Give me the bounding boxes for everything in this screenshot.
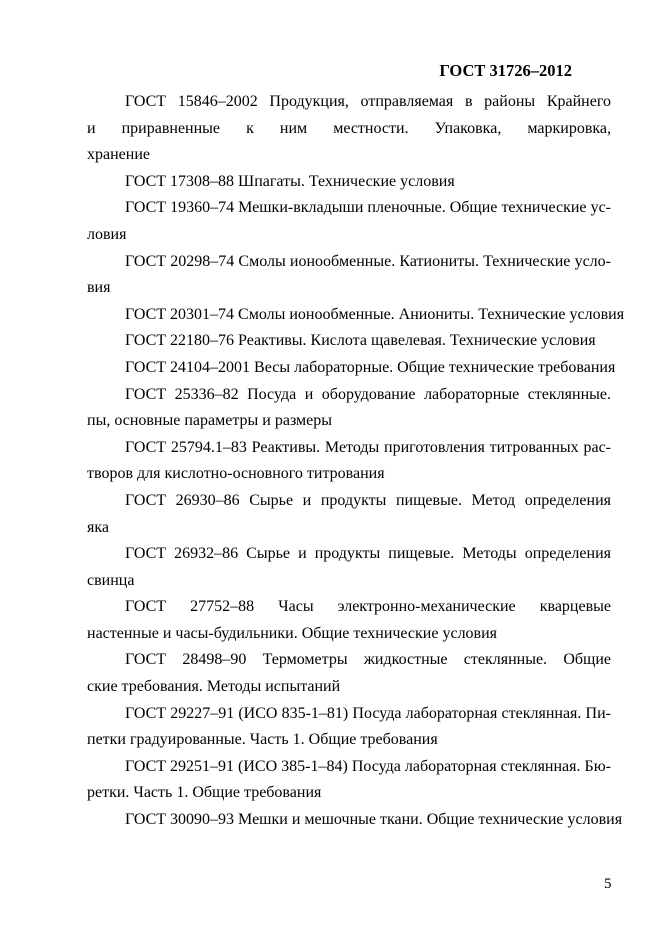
reference-entry [87,302,625,329]
page-number: 5 [604,876,612,892]
reference-entry [87,169,611,196]
reference-line: настенные и часы-будильники. Общие технические условия [87,624,498,642]
reference-entry [87,195,611,248]
reference-entry [87,249,611,302]
reference-line: вия [87,279,111,297]
reference-line: и приравненные к ним местности. Упаковка, маркировка, [87,119,611,137]
reference-entry [87,355,616,382]
reference-entry [87,541,611,594]
reference-line: петки градуированные. Часть 1. Общие требования [87,731,438,749]
reference-entry [87,382,611,435]
reference-line: ГОСТ 17308–88 Шпагаты. Технические условия [125,172,455,190]
reference-line: ГОСТ 28498–90 Термометры жидкостные стеклянные. Общие [125,651,611,669]
reference-line: ловия [87,225,127,243]
reference-line: ГОСТ 19360–74 Мешки-вкладыши пленочные. Общие технические ус- [125,199,611,217]
reference-line: пы, основные параметры и размеры [87,412,333,430]
reference-entry [87,328,611,355]
reference-line: ГОСТ 29251–91 (ИСО 385-1–84) Посуда лабораторная стеклянная. Бю- [125,757,611,775]
reference-line: ГОСТ 30090–93 Мешки и мешочные ткани. Общие технические условия [125,811,623,829]
reference-line: ГОСТ 15846–2002 Продукция, отправляемая в районы Крайнего [125,93,611,110]
reference-line: ГОСТ 20298–74 Смолы ионообменные. Катиониты. Технические усло- [125,252,611,270]
reference-line: ГОСТ 25336–82 Посуда и оборудование лабораторные стеклянные. [125,385,611,403]
reference-line: ГОСТ 27752–88 Часы электронно-механические кварцевые [125,598,611,616]
reference-entry [87,594,611,647]
reference-entry [87,435,611,488]
reference-line: ГОСТ 29227–91 (ИСО 835-1–81) Посуда лабораторная стеклянная. Пи- [125,704,611,722]
reference-entry [87,647,611,700]
reference-entry [87,701,611,754]
reference-line: ГОСТ 20301–74 Смолы ионообменные. Аниониты. Технические условия [125,305,625,323]
reference-line: хранение [87,146,150,164]
reference-entry [87,807,623,834]
reference-entry [87,89,611,169]
document-header: ГОСТ 31726–2012 [439,61,572,80]
reference-line: творов для кислотно-основного титрования [87,465,385,483]
reference-line: яка [87,518,109,536]
reference-line: ГОСТ 24104–2001 Весы лабораторные. Общие технические требования [125,358,616,376]
reference-line: ГОСТ 22180–76 Реактивы. Кислота щавелевая. Технические условия [125,332,596,350]
reference-line: ретки. Часть 1. Общие требования [87,784,322,802]
reference-line: ГОСТ 26932–86 Сырье и продукты пищевые. Методы определения [125,545,611,563]
reference-line: ГОСТ 25794.1–83 Реактивы. Методы приготовления титрованных рас- [125,438,611,456]
reference-entry [87,488,611,541]
references-list [87,89,625,834]
reference-line: ГОСТ 26930–86 Сырье и продукты пищевые. Метод определения [125,491,611,509]
reference-entry [87,754,611,807]
reference-line: ские требования. Методы испытаний [87,678,341,696]
reference-line: свинца [87,571,135,589]
